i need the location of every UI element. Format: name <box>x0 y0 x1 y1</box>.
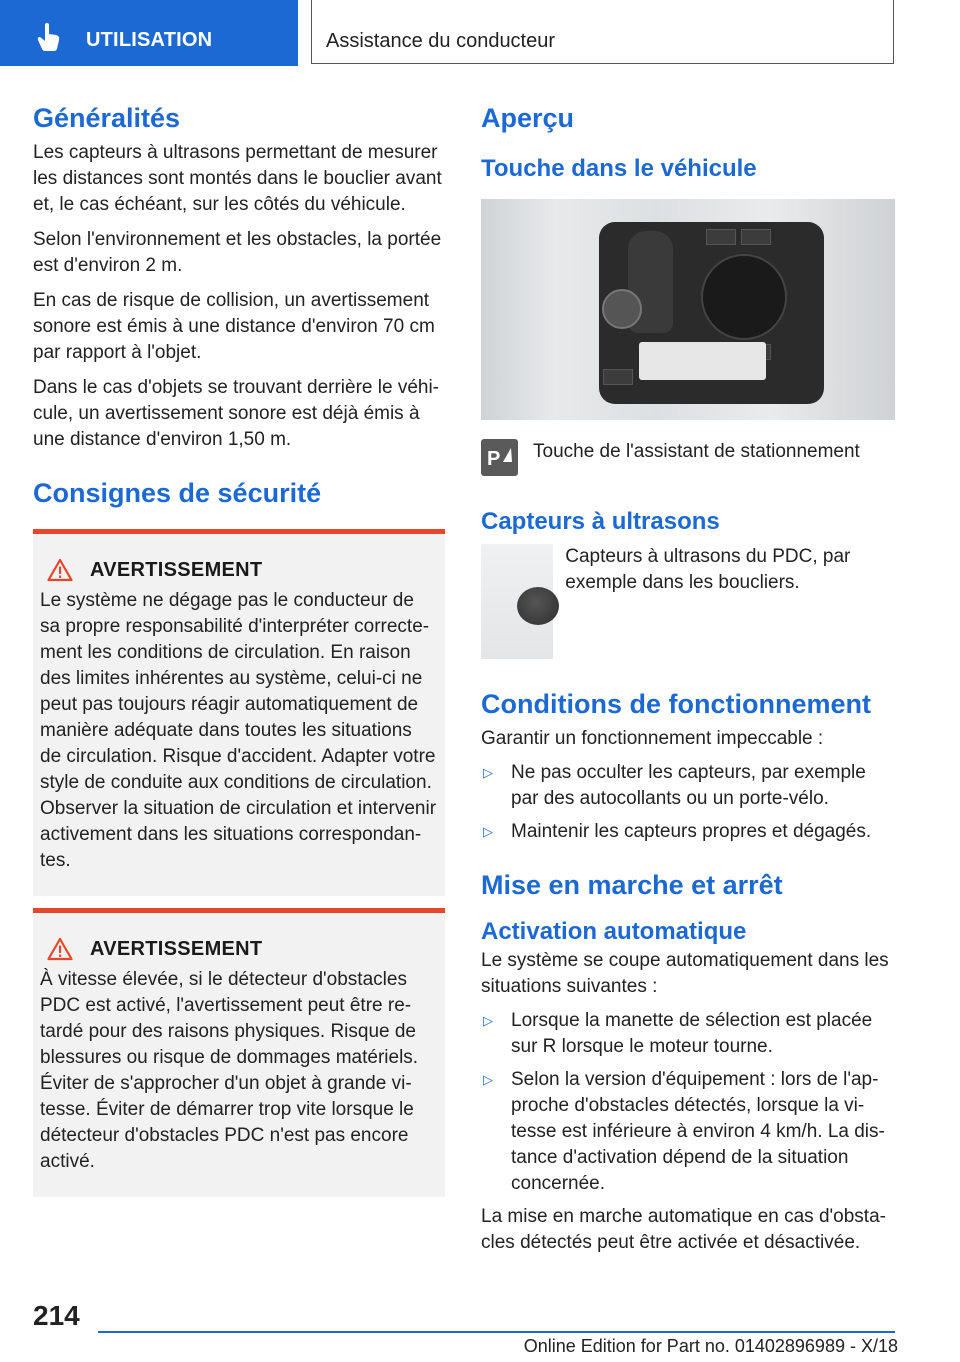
warning-title: AVERTISSEMENT <box>90 937 263 960</box>
warning-header <box>40 558 437 582</box>
list-item-text: Ne pas occulter les capteurs, par exemple par des autocollants ou un porte-vélo. <box>511 762 866 809</box>
warning-triangle-icon <box>47 937 73 961</box>
triangle-bullet-icon: ▷ <box>483 824 493 839</box>
ultrasonic-sensor <box>517 587 559 625</box>
left-column <box>33 100 445 1197</box>
triangle-bullet-icon: ▷ <box>483 1072 493 1087</box>
hand-pointer-icon <box>36 22 62 52</box>
warning-title: AVERTISSEMENT <box>90 558 263 581</box>
heading-touche: Touche dans le véhicule <box>481 155 757 182</box>
heading-securite: Consignes de sécurité <box>33 478 322 508</box>
warning-text: À vitesse élevée, si le détecteur d'obstacles PDC est activé, l'avertissement peut être re‐tardé pour des raisons physiques. Risque de blessures ou risque de dommages matériels. Éviter de s'approcher d'un objet à grande vi‐tesse. Éviter de démarrer trop vite lorsque le détecteur d'obstacles PDC n'est pas encore activé. <box>40 969 419 1172</box>
parking-assist-button <box>603 369 633 385</box>
warning-box <box>33 529 445 896</box>
sensor-image <box>481 544 553 659</box>
right-column <box>481 100 895 1256</box>
heading-conditions: Conditions de fonctionnement <box>481 689 871 719</box>
svg-text:P: P <box>487 448 501 470</box>
paragraph: Garantir un fonctionnement impeccable : <box>481 728 824 749</box>
assist-caption: Touche de l'assistant de stationnement <box>533 441 860 462</box>
list-item-text: Selon la version d'équipement : lors de l'ap‐proche d'obstacles détectés, lorsque la vi‐tesse est inférieure à environ 4 km/h. La dis‐tance d'activation dépend de la situation concernée. <box>511 1069 885 1194</box>
list-item-text: Lorsque la manette de sélection est placée sur R lorsque le moteur tourne. <box>511 1010 873 1057</box>
sensor-row <box>481 544 895 659</box>
section-tab <box>0 0 298 66</box>
chapter-header <box>311 0 894 64</box>
list-item <box>481 760 895 812</box>
heading-generalites: Généralités <box>33 103 181 133</box>
list-item-text: Maintenir les capteurs propres et dégagés. <box>511 821 872 842</box>
assist-caption-row <box>481 439 895 476</box>
triangle-bullet-icon: ▷ <box>483 765 493 780</box>
parking-assist-icon <box>481 439 518 476</box>
list-item <box>481 1008 895 1060</box>
list-item <box>481 1067 895 1197</box>
idrive-controller <box>701 254 787 340</box>
paragraph: Le système se coupe automatiquement dans les situations suivantes : <box>481 950 889 997</box>
triangle-bullet-icon: ▷ <box>483 1013 493 1028</box>
warning-header <box>40 937 437 961</box>
sensor-caption: Capteurs à ultrasons du PDC, par exemple dans les boucliers. <box>565 546 851 593</box>
list-item <box>481 819 895 845</box>
edition-note: Online Edition for Part no. 01402896989 - X/18 <box>523 1336 898 1356</box>
paragraph: La mise en marche automatique en cas d'obsta‐cles détectés peut être activée et désactivée. <box>481 1206 886 1253</box>
start-stop-button <box>602 289 642 329</box>
footer-divider <box>98 1331 895 1333</box>
console-tray <box>639 342 766 380</box>
warning-box <box>33 908 445 1197</box>
paragraph: Selon l'environnement et les obstacles, la portée est d'environ 2 m. <box>33 229 442 276</box>
paragraph: En cas de risque de collision, un avertissement sonore est émis à une distance d'environ 70 cm par rapport à l'objet. <box>33 290 435 363</box>
heading-apercu: Aperçu <box>481 103 575 133</box>
page-number: 214 <box>33 1300 80 1331</box>
console-button <box>706 229 736 245</box>
paragraph: Dans le cas d'objets se trouvant derrière le véhi‐cule, un avertissement sonore est déjà émis à une distance d'environ 1,50 m. <box>33 377 439 450</box>
warning-text: Le système ne dégage pas le conducteur de sa propre responsabilité d'interpréter correcte‐ment les conditions de circulation. En raison des limites inhérentes au système, celui-ci ne peut pas toujours réagir automatiquement de manière adéquate dans toutes les situations de circulation. Risque d'accident. Adapter votre style de conduite aux conditions de circulation. Observer la situation de circulation et intervenir activement dans les situations correspondan‐tes. <box>40 590 437 871</box>
heading-activation: Activation automatique <box>481 918 747 945</box>
heading-marche: Mise en marche et arrêt <box>481 870 783 900</box>
console-button <box>741 229 771 245</box>
warning-triangle-icon <box>47 558 73 582</box>
chapter-title: Assistance du conducteur <box>326 30 556 52</box>
heading-capteurs: Capteurs à ultrasons <box>481 508 720 535</box>
paragraph: Les capteurs à ultrasons permettant de mesurer les distances sont montés dans le bouclier avant et, le cas échéant, sur les côtés du véhicule. <box>33 142 442 215</box>
console-photo <box>481 199 895 420</box>
section-label: UTILISATION <box>86 29 213 51</box>
